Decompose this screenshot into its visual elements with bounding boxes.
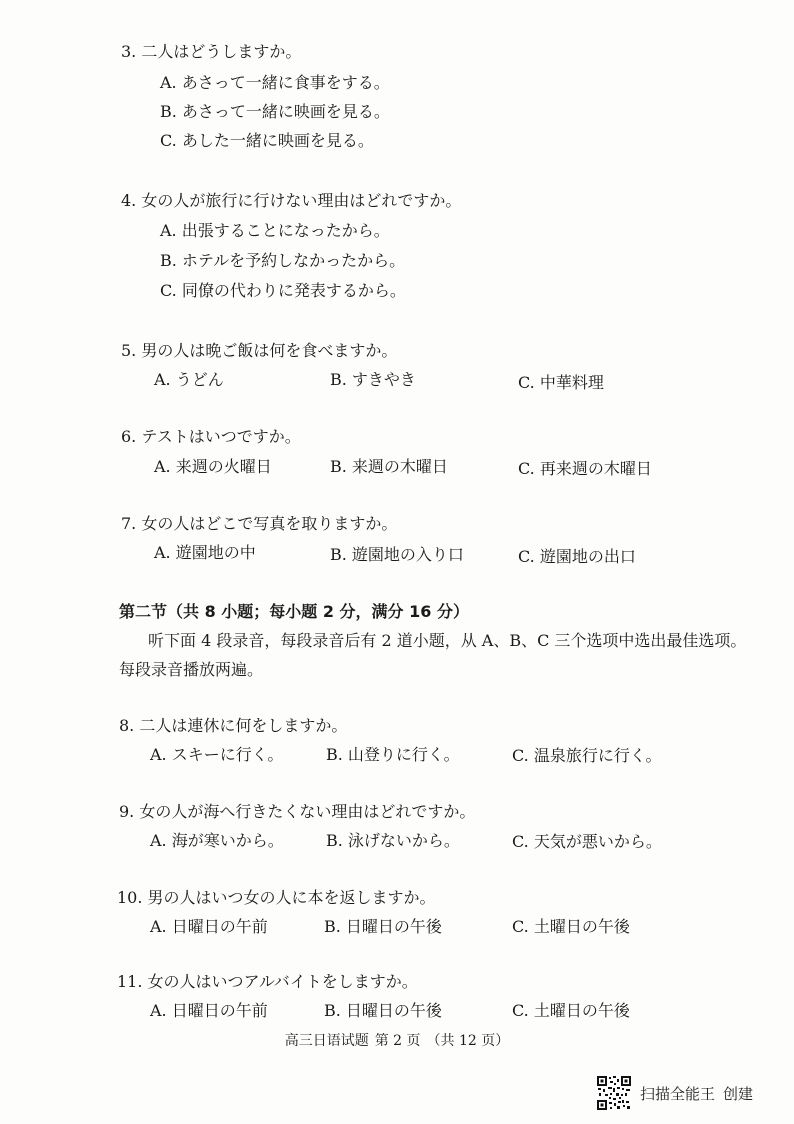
question-7-option-a: A. 遊園地の中 [154, 543, 256, 562]
question-5-option-a: A. うどん [154, 370, 224, 389]
question-4-option-b: B. ホテルを予約しなかったから。 [160, 251, 406, 270]
question-10-option-c: C. 土曜日の午後 [512, 917, 630, 936]
page-footer [0, 1032, 794, 1050]
question-3-option-c: C. あした一緒に映画を見る。 [160, 131, 374, 150]
scanner-watermark [596, 1074, 753, 1112]
question-8-option-a: A. スキーに行く。 [150, 745, 284, 764]
question-9-stem: 9. 女の人が海へ行きたくない理由はどれですか。 [119, 802, 476, 821]
question-11-option-a: A. 日曜日の午前 [150, 1001, 268, 1020]
question-3-option-a: A. あさって一緒に食事をする。 [160, 73, 390, 92]
question-10-option-a: A. 日曜日の午前 [150, 917, 268, 936]
question-4-stem: 4. 女の人が旅行に行けない理由はどれですか。 [121, 191, 462, 210]
question-7-option-b: B. 遊園地の入り口 [330, 545, 464, 564]
watermark-app-name: 扫描全能王 [640, 1084, 716, 1103]
question-8-stem: 8. 二人は連休に何をしますか。 [119, 716, 348, 735]
watermark-action: 创建 [723, 1084, 754, 1103]
footer-exam-title: 高三日语试题 [284, 1033, 369, 1049]
question-5-option-b: B. すきやき [330, 370, 416, 389]
section-2-instruction-line-1: 听下面 4 段录音，每段录音后有 2 道小题，从 A、B、C 三个选项中选出最佳选项。 [148, 631, 747, 650]
question-6-stem: 6. テストはいつですか。 [121, 427, 301, 446]
footer-page-number: 第 2 页 [374, 1033, 421, 1049]
question-6-option-c: C. 再来週の木曜日 [518, 459, 652, 478]
watermark-text [640, 1083, 753, 1104]
qr-code-icon [596, 1075, 632, 1111]
question-4-option-a: A. 出張することになったから。 [160, 221, 390, 240]
footer-total-pages: （共 12 页） [426, 1033, 510, 1049]
question-6-option-b: B. 来週の木曜日 [330, 457, 448, 476]
question-8-option-b: B. 山登りに行く。 [326, 745, 460, 764]
question-9-option-a: A. 海が寒いから。 [150, 831, 284, 850]
question-5-stem: 5. 男の人は晩ご飯は何を食べますか。 [121, 341, 398, 360]
question-7-option-c: C. 遊園地の出口 [518, 547, 636, 566]
question-5-option-c: C. 中華料理 [518, 373, 604, 392]
question-9-option-c: C. 天気が悪いから。 [512, 832, 662, 851]
section-2-instruction-line-2: 每段录音播放两遍。 [119, 660, 264, 679]
question-3-option-b: B. あさって一緒に映画を見る。 [160, 102, 390, 121]
question-7-stem: 7. 女の人はどこで写真を取りますか。 [121, 514, 398, 533]
question-3-stem: 3. 二人はどうしますか。 [121, 42, 302, 61]
question-11-option-c: C. 土曜日の午後 [512, 1001, 630, 1020]
question-6-option-a: A. 来週の火曜日 [154, 457, 272, 476]
section-2-title: 第二节（共 8 小题；每小题 2 分，满分 16 分） [119, 602, 469, 621]
question-11-option-b: B. 日曜日の午後 [324, 1001, 442, 1020]
question-11-stem: 11. 女の人はいつアルバイトをしますか。 [117, 972, 418, 991]
question-10-option-b: B. 日曜日の午後 [324, 917, 442, 936]
question-8-option-c: C. 温泉旅行に行く。 [512, 746, 662, 765]
question-10-stem: 10. 男の人はいつ女の人に本を返しますか。 [117, 888, 436, 907]
question-9-option-b: B. 泳げないから。 [326, 831, 460, 850]
question-4-option-c: C. 同僚の代わりに発表するから。 [160, 281, 406, 300]
